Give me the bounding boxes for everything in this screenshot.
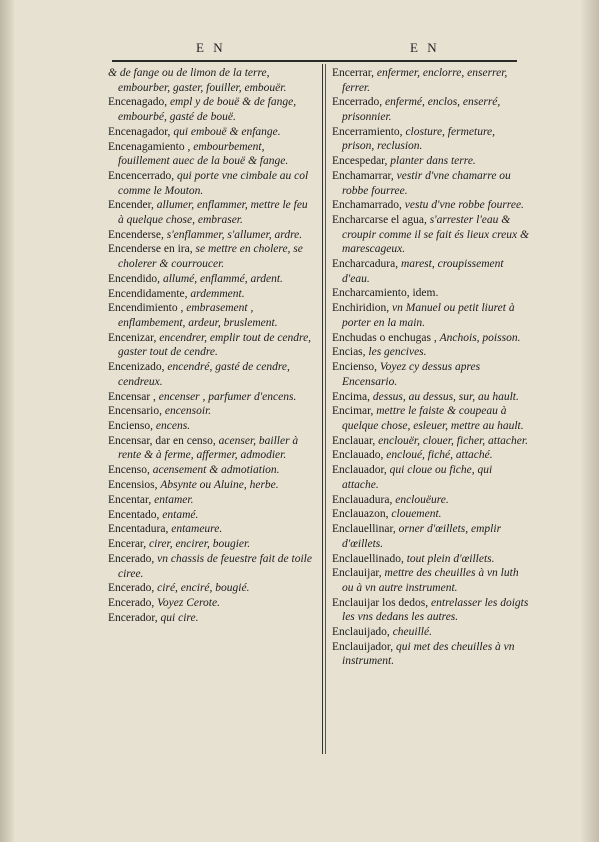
dictionary-entry [108, 508, 316, 523]
entry-definition: mettre des cheuilles à vn luth ou à vn autre instrument. [342, 567, 519, 594]
entry-definition: dessus, au dessus, sur, au hault. [372, 390, 519, 403]
entry-headword: Encendidamente, [108, 287, 191, 300]
entry-definition: encensoir. [164, 405, 212, 418]
header-rule [112, 60, 517, 62]
entry-definition: Anchois, poisson. [439, 331, 521, 344]
entry-definition: ardemment. [190, 287, 245, 300]
entry-definition: encens. [155, 420, 191, 433]
entry-definition: entrelasser les doigts les vns dedans les autres. [342, 596, 529, 624]
entry-definition: ciré, enciré, bougié. [157, 582, 250, 595]
entry-headword: Enchudas o enchugas , [332, 331, 440, 344]
entry-headword: Encenagado, [108, 96, 170, 109]
entry-headword: Encendido, [108, 272, 163, 285]
dictionary-entry [108, 478, 316, 493]
entry-headword: Encienso, [332, 361, 380, 374]
dictionary-entry [332, 154, 530, 169]
entry-headword: Enchamarrar, [332, 169, 397, 182]
entry-definition: allumé, enflammé, ardent. [162, 272, 283, 285]
dictionary-entry [332, 566, 530, 595]
entry-headword: Encentado, [108, 508, 163, 521]
entry-headword: Enclauar, [332, 434, 379, 447]
entry-definition: cirer, encirer, bougier. [149, 538, 251, 551]
entry-definition: qui cire. [160, 611, 199, 624]
dictionary-entry [108, 463, 316, 478]
entry-definition: s'enflammer, s'allumer, ardre. [166, 228, 303, 241]
entry-definition: acenser, bailler à rente & à ferme, affermer, admodier. [118, 434, 299, 462]
entry-headword: Encharcarse el agua, [332, 214, 430, 227]
entry-headword: Encenderse en ira, [108, 243, 196, 256]
entry-definition: s'arrester l'eau & croupir comme il se fait és lieux creux & marescageux. [342, 214, 529, 256]
dictionary-entry [108, 360, 316, 389]
entry-definition: enfermé, enclos, enserré, prisonnier. [342, 96, 501, 123]
header-left: E N [196, 40, 226, 55]
entry-headword: Enclauadura, [332, 493, 396, 506]
entry-definition: planter dans terre. [390, 155, 476, 168]
entry-headword: Encerrado, [332, 96, 385, 109]
entry-headword: Enclauijar, [332, 567, 385, 580]
dictionary-entry [332, 198, 530, 213]
entry-definition: cheuillé. [392, 626, 432, 639]
dictionary-entry [108, 125, 316, 140]
dictionary-entry [108, 596, 316, 611]
entry-definition: qui cloue ou fiche, qui attache. [342, 464, 493, 491]
dictionary-entry [332, 434, 530, 449]
entry-headword: Encerramiento, [332, 125, 406, 138]
entry-definition: vestu d'vne robbe fourree. [404, 199, 524, 212]
entry-headword: Encharcadura, [332, 258, 401, 271]
dictionary-entry [108, 537, 316, 552]
entry-headword: Encerador, [108, 611, 161, 624]
entry-definition: marest, croupissement d'eau. [342, 258, 504, 285]
dictionary-entry [332, 257, 530, 286]
right-column [332, 66, 530, 669]
entry-definition: tout plein d'œillets. [406, 552, 495, 565]
entry-headword: Encensios, [108, 479, 161, 491]
dictionary-entry [332, 463, 530, 492]
entry-headword: Enchamarrado, [332, 199, 405, 212]
dictionary-entry [108, 390, 316, 405]
entry-headword: Encenagamiento , [108, 140, 194, 153]
dictionary-entry [332, 552, 530, 567]
dictionary-entry [108, 493, 316, 508]
entry-headword: Encenizar, [108, 331, 160, 344]
entry-definition: qui embouë & enfange. [173, 125, 281, 138]
entry-headword: Encenizado, [108, 361, 168, 374]
entry-definition: embourbement, fouillement auec de la bouë & fange. [118, 140, 289, 168]
entry-definition: qui met des cheuilles à vn instrument. [342, 640, 515, 668]
entry-headword: Encias, [332, 346, 369, 359]
entry-headword: Encerrar, [332, 67, 377, 79]
dictionary-entry [332, 390, 530, 405]
dictionary-entry [108, 404, 316, 419]
entry-definition: se mettre en cholere, se cholerer & courroucer. [118, 243, 303, 271]
entry-headword: Encensar , [108, 390, 159, 403]
entry-headword: Enclauazon, [332, 508, 392, 521]
entry-headword: Encimar, [332, 405, 377, 418]
dictionary-entry [332, 331, 530, 346]
dictionary-entry [332, 286, 530, 301]
entry-definition: clouement. [391, 508, 442, 521]
entry-definition: entamer. [154, 493, 194, 506]
dictionary-entry [108, 331, 316, 360]
entry-headword: Encenso, [108, 464, 153, 477]
entry-definition: encendré, gasté de cendre, cendreux. [118, 361, 290, 388]
entry-headword: Encespedar, [332, 155, 391, 168]
entry-definition: entameure. [171, 523, 223, 536]
column-divider-inner [325, 64, 326, 754]
dictionary-entry [332, 345, 530, 360]
dictionary-entry [108, 301, 316, 330]
entry-headword: Encenagador, [108, 125, 174, 138]
dictionary-entry [108, 198, 316, 227]
entry-headword: Encerar, [108, 538, 150, 551]
column-divider [322, 64, 323, 754]
entry-headword: Enclauellinado, [332, 552, 407, 565]
entry-definition: closture, fermeture, prison, reclusion. [342, 125, 495, 153]
entry-headword: Encendimiento , [108, 302, 187, 315]
dictionary-entry [108, 272, 316, 287]
entry-headword: Encharcamiento, idem. [332, 287, 439, 300]
running-header [110, 40, 519, 58]
dictionary-entry [332, 66, 530, 95]
dictionary-entry [332, 404, 530, 433]
entry-definition: allumer, enflammer, mettre le feu à quelque chose, embraser. [118, 199, 308, 226]
entry-definition: vn chassis de feuestre fait de toile ciree. [118, 552, 312, 580]
dictionary-entry [332, 448, 530, 463]
entry-definition: vn Manuel ou petit liuret à porter en la main. [342, 302, 515, 329]
dictionary-entry [332, 625, 530, 640]
entry-definition: enfermer, enclorre, enserrer, ferrer. [342, 67, 508, 94]
entry-definition: orner d'œillets, emplir d'œillets. [342, 523, 502, 550]
entry-headword: Encencerrado, [108, 169, 177, 182]
dictionary-entry [108, 169, 316, 198]
dictionary-entry [332, 125, 530, 154]
entry-definition: encendrer, emplir tout de cendre, gaster tout de cendre. [118, 331, 312, 359]
entry-definition: entamé. [162, 508, 199, 521]
entry-headword: Encerado, [108, 552, 158, 565]
dictionary-entry [332, 507, 530, 522]
dictionary-entry [108, 522, 316, 537]
entry-definition: qui porte vne cimbale au col comme le Mouton. [118, 169, 309, 197]
entry-headword: Enclauijador, [332, 640, 397, 653]
dictionary-entry [108, 611, 316, 626]
header-right: E N [410, 40, 440, 55]
entry-definition: encloué, fiché, attaché. [386, 449, 493, 462]
entry-definition: Voyez Cerote. [157, 597, 220, 610]
entry-definition: mettre le faiste & coupeau à quelque chose, esleuer, mettre au hault. [342, 405, 524, 432]
entry-definition: enclouëure. [395, 493, 449, 506]
entry-definition: Voyez cy dessus apres Encensario. [342, 361, 481, 388]
entry-headword: Enclauijado, [332, 626, 393, 639]
entry-definition: embrasement , enflambement, ardeur, bruslement. [118, 302, 278, 329]
dictionary-entry [108, 552, 316, 581]
dictionary-entry [108, 581, 316, 596]
entry-headword: Encentar, [108, 493, 155, 506]
entry-definition: vestir d'vne chamarre ou robbe fourree. [342, 169, 511, 197]
entry-definition: enclouër, clouer, ficher, attacher. [378, 434, 528, 447]
dictionary-entry [332, 169, 530, 198]
entry-definition: Absynte ou Aluine, herbe. [160, 479, 279, 491]
dictionary-entry [332, 522, 530, 551]
entry-headword: Enclauador, [332, 464, 390, 477]
entry-headword: Encender, [108, 199, 157, 212]
dictionary-entry [108, 242, 316, 271]
dictionary-entry [108, 287, 316, 302]
page-edge-right [581, 0, 599, 842]
dictionary-entry [108, 228, 316, 243]
entry-headword: Enclauado, [332, 449, 387, 462]
dictionary-entry [108, 140, 316, 169]
entry-headword: Enclauellinar, [332, 523, 399, 536]
dictionary-entry [332, 95, 530, 124]
page-edge-left [0, 0, 14, 842]
entry-headword: Encienso, [108, 420, 156, 433]
dictionary-entry [108, 66, 316, 95]
entry-definition: encenser , parfumer d'encens. [158, 390, 297, 403]
dictionary-entry [332, 640, 530, 669]
dictionary-entry [332, 301, 530, 330]
dictionary-entry [332, 493, 530, 508]
entry-headword: Encerado, [108, 582, 158, 595]
entry-definition: acensement & admotiation. [152, 464, 280, 477]
entry-headword: Encentadura, [108, 523, 172, 536]
left-column [108, 66, 316, 626]
dictionary-entry [108, 419, 316, 434]
entry-headword: Enclauijar los dedos, [332, 596, 432, 609]
dictionary-entry [332, 596, 530, 625]
entry-headword: Enchiridion, [332, 302, 393, 315]
dictionary-entry [108, 95, 316, 124]
entry-definition: & de fange ou de limon de la terre, embourber, gaster, fouiller, embouër. [108, 67, 287, 94]
entry-headword: Encensar, dar en censo, [108, 434, 219, 447]
entry-headword: Encensario, [108, 405, 165, 418]
entry-definition: empl y de bouë & de fange, embourbé, gasté de bouë. [118, 96, 297, 123]
dictionary-entry [332, 213, 530, 257]
entry-headword: Encenderse, [108, 228, 167, 241]
entry-headword: Encima, [332, 390, 373, 403]
entry-definition: les gencives. [368, 346, 427, 359]
dictionary-entry [108, 434, 316, 463]
entry-headword: Encerado, [108, 597, 158, 610]
dictionary-entry [332, 360, 530, 389]
